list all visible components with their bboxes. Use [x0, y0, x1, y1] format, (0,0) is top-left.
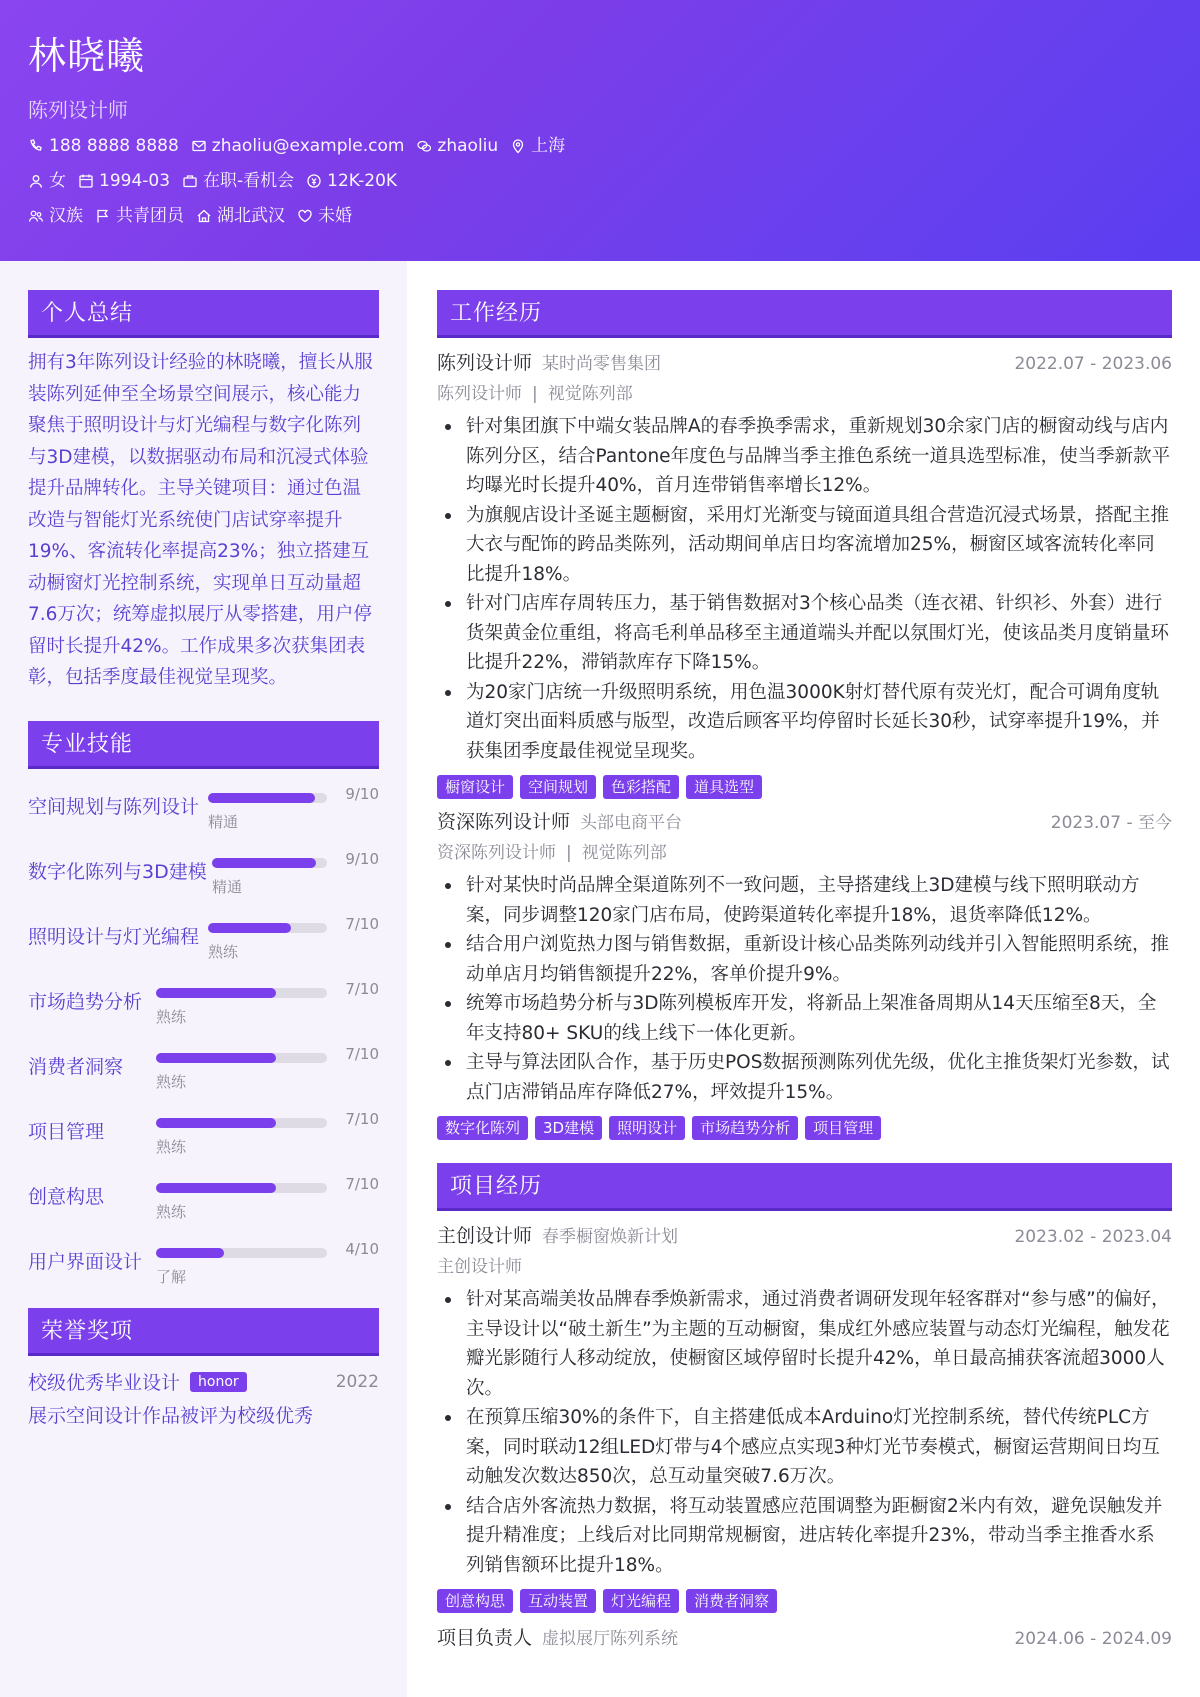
- achievement-item: 统筹市场趋势分析与3D陈列模板库开发，将新品上架准备周期从14天压缩至8天，全年支持80+ SKU的线上线下一体化更新。: [437, 989, 1172, 1048]
- candidate-name: 林晓曦: [28, 34, 146, 78]
- ethnicity-info: 汉族: [28, 203, 83, 229]
- skill-name: 消费者洞察: [28, 1055, 124, 1078]
- achievement-list: [437, 871, 1172, 1107]
- project-entries: [437, 1223, 1172, 1652]
- achievement-item: 针对某高端美妆品牌春季焕新需求，通过消费者调研发现年轻客群对“参与感”的偏好，主导设计以“破土新生”为主题的互动橱窗，集成红外感应装置与动态灯光编程，触发花瓣光影随行人移动绽放，使橱窗区域停留时长提升42%，单日最高捕获客流超3000人次。: [437, 1285, 1172, 1403]
- achievement-item: 为20家门店统一升级照明系统，用色温3000K射灯替代原有荧光灯，配合可调角度轨道灯突出面料质感与版型，改造后顾客平均停留时长延长30秒，试穿率提升19%，并获集团季度最佳视觉呈现奖。: [437, 678, 1172, 767]
- experience-entry: [437, 1625, 1172, 1652]
- skill-tag: 消费者洞察: [686, 1589, 777, 1613]
- honor-description: 展示空间设计作品被评为校级优秀: [28, 1404, 314, 1427]
- achievement-item: 结合用户浏览热力图与销售数据，重新设计核心品类陈列动线并引入智能照明系统，推动单店月均销售额提升22%，客单价提升9%。: [437, 930, 1172, 989]
- skill-level: 熟练: [208, 942, 239, 961]
- resume-header: [0, 0, 1200, 261]
- skill-progress-fill: [156, 1118, 276, 1128]
- entry-role: 主创设计师: [437, 1225, 533, 1247]
- skill-score: 9/10: [345, 849, 379, 868]
- achievement-list: [437, 412, 1172, 766]
- skill-progress-bar: [156, 1118, 327, 1128]
- entry-date: 2023.07 - 至今: [1050, 813, 1172, 833]
- skill-item: [28, 1224, 379, 1289]
- contact-line: [28, 133, 1172, 159]
- skill-name: 创意构思: [28, 1185, 105, 1208]
- entry-position: 主创设计师: [437, 1257, 522, 1277]
- briefcase-icon: [182, 173, 198, 189]
- entry-role: 项目负责人: [437, 1627, 533, 1649]
- experience-entry: [437, 350, 1172, 799]
- achievement-item: 主导与算法团队合作，基于历史POS数据预测陈列优先级，优化主推货架灯光参数，试点门店滞销品库存降低27%，坪效提升15%。: [437, 1048, 1172, 1107]
- phone-icon: [28, 138, 44, 154]
- skill-tag: 创意构思: [437, 1589, 513, 1613]
- skill-progress-fill: [208, 923, 291, 933]
- skill-score: 9/10: [345, 784, 379, 803]
- skill-level: 精通: [212, 877, 243, 896]
- user-icon: [28, 173, 44, 189]
- honor-year: 2022: [335, 1371, 379, 1392]
- skill-level: 熟练: [156, 1202, 187, 1221]
- heart-icon: [297, 208, 313, 224]
- achievement-item: 针对门店库存周转压力，基于销售数据对3个核心品类（连衣裙、针织衫、外套）进行货架黄金位重组，将高毛利单品移至主通道端头并配以氛围灯光，使该品类月度销量环比提升22%，滞销款库存下降15%。: [437, 589, 1172, 678]
- marital-info: 未婚: [297, 203, 352, 229]
- skill-score: 7/10: [345, 979, 379, 998]
- wechat-info: zhaoliu: [416, 133, 498, 159]
- achievement-item: 针对集团旗下中端女装品牌A的春季换季需求，重新规划30余家门店的橱窗动线与店内陈列分区，结合Pantone年度色与品牌当季主推色系统一道具选型标准，使当季新款平均曝光时长提升40%，首月连带销售率增长12%。: [437, 412, 1172, 501]
- entry-department: 视觉陈列部: [581, 843, 667, 863]
- skill-score: 7/10: [345, 1174, 379, 1193]
- entry-header: [437, 1223, 1172, 1250]
- tag-list: [437, 775, 1172, 799]
- birth-info: 1994-03: [78, 168, 170, 194]
- tag-list: [437, 1589, 1172, 1613]
- skill-tag: 照明设计: [609, 1116, 685, 1140]
- experience-entry: [437, 1223, 1172, 1613]
- skill-tag: 橱窗设计: [437, 775, 513, 799]
- skill-name: 市场趋势分析: [28, 990, 143, 1013]
- phone-info: 188 8888 8888: [28, 133, 179, 159]
- skill-item: [28, 834, 379, 899]
- skills-section-title: 专业技能: [28, 721, 379, 769]
- skill-tag: 灯光编程: [603, 1589, 679, 1613]
- achievement-list: [437, 1285, 1172, 1580]
- skill-progress-fill: [156, 1248, 224, 1258]
- skill-tag: 空间规划: [520, 775, 596, 799]
- skill-tag: 色彩搭配: [603, 775, 679, 799]
- skill-tag: 3D建模: [535, 1116, 602, 1140]
- entry-subtitle: [437, 1255, 1172, 1279]
- politics-info: 共青团员: [95, 203, 184, 229]
- skill-item: [28, 769, 379, 834]
- tag-list: [437, 1116, 1172, 1140]
- skill-tag: 数字化陈列: [437, 1116, 528, 1140]
- entry-role: 资深陈列设计师: [437, 811, 571, 833]
- skill-progress-bar: [156, 1183, 327, 1193]
- gender-info: 女: [28, 168, 66, 194]
- flag-icon: [95, 208, 111, 224]
- home-icon: [196, 208, 212, 224]
- background-line: [28, 203, 1172, 229]
- entry-subtitle: [437, 382, 1172, 406]
- skill-progress-bar: [208, 923, 327, 933]
- entry-organization: 虚拟展厅陈列系统: [542, 1629, 679, 1649]
- skill-name: 数字化陈列与3D建模: [28, 860, 207, 883]
- skill-score: 4/10: [345, 1239, 379, 1258]
- entry-header: [437, 1625, 1172, 1652]
- mail-icon: [191, 138, 207, 154]
- skill-score: 7/10: [345, 1044, 379, 1063]
- entry-organization: 头部电商平台: [580, 813, 683, 833]
- status-info: 在职-看机会: [182, 168, 294, 194]
- skill-level: 熟练: [156, 1137, 187, 1156]
- entry-department: 视觉陈列部: [547, 384, 633, 404]
- entry-role: 陈列设计师: [437, 352, 533, 374]
- achievement-item: 结合店外客流热力数据，将互动装置感应范围调整为距橱窗2米内有效，避免误触发并提升精准度；上线后对比同期常规橱窗，进店转化率提升23%，带动当季主推香水系列销售额环比提升18%。: [437, 1492, 1172, 1581]
- email-info[interactable]: zhaoliu@example.com: [191, 133, 405, 159]
- skill-progress-bar: [212, 858, 327, 868]
- entry-organization: 春季橱窗焕新计划: [542, 1227, 679, 1247]
- skill-name: 照明设计与灯光编程: [28, 925, 200, 948]
- entry-position: 资深陈列设计师: [437, 843, 556, 863]
- achievement-item: 针对某快时尚品牌全渠道陈列不一致问题，主导搭建线上3D建模与线下照明联动方案，同步调整120家门店布局，使跨渠道转化率提升18%，退货率降低12%。: [437, 871, 1172, 930]
- entry-header: [437, 350, 1172, 377]
- entry-date: 2023.02 - 2023.04: [1014, 1227, 1172, 1247]
- skill-progress-bar: [156, 988, 327, 998]
- calendar-icon: [78, 173, 94, 189]
- work-entries: [437, 350, 1172, 1140]
- honor-name: 校级优秀毕业设计: [28, 1372, 181, 1394]
- entry-header: [437, 809, 1172, 836]
- skill-item: [28, 899, 379, 964]
- skill-level: 了解: [156, 1267, 187, 1286]
- skill-tag: 道具选型: [686, 775, 762, 799]
- summary-section-title: 个人总结: [28, 290, 379, 338]
- project-section-title: 项目经历: [437, 1163, 1172, 1211]
- wechat-icon: [416, 138, 432, 154]
- coin-icon: [306, 173, 322, 189]
- candidate-title: 陈列设计师: [28, 98, 128, 122]
- location-pin-icon: [510, 138, 526, 154]
- skill-tag: 市场趋势分析: [692, 1116, 798, 1140]
- achievement-item: 为旗舰店设计圣诞主题橱窗，采用灯光渐变与镜面道具组合营造沉浸式场景，搭配主推大衣与配饰的跨品类陈列，活动期间单店日均客流增加25%，橱窗区域客流转化率同比提升18%。: [437, 501, 1172, 590]
- skill-item: [28, 1094, 379, 1159]
- skill-progress-fill: [156, 988, 276, 998]
- skill-item: [28, 1029, 379, 1094]
- skill-level: 精通: [208, 812, 239, 831]
- skill-tag: 互动装置: [520, 1589, 596, 1613]
- salary-info: 12K-20K: [306, 168, 397, 194]
- skill-progress-bar: [156, 1248, 327, 1258]
- group-icon: [28, 208, 44, 224]
- experience-entry: [437, 809, 1172, 1140]
- honor-badge: honor: [190, 1372, 247, 1392]
- skill-score: 7/10: [345, 914, 379, 933]
- honor-item: [28, 1367, 379, 1397]
- skill-progress-bar: [156, 1053, 327, 1063]
- entry-subtitle: [437, 841, 1172, 865]
- work-section-title: 工作经历: [437, 290, 1172, 338]
- separator: |: [566, 843, 572, 863]
- summary-text: 拥有3年陈列设计经验的林晓曦，擅长从服装陈列延伸至全场景空间展示，核心能力聚焦于照明设计与灯光编程与数字化陈列与3D建模，以数据驱动布局和沉浸式体验提升品牌转化。主导关键项目：通过色温改造与智能灯光系统使门店试穿率提升19%、客流转化率提高23%；独立搭建互动橱窗灯光控制系统，实现单日互动量超7.6万次；统筹虚拟展厅从零搭建，用户停留时长提升42%。工作成果多次获集团表彰，包括季度最佳视觉呈现奖。: [28, 352, 373, 688]
- skill-level: 熟练: [156, 1007, 187, 1026]
- skill-score: 7/10: [345, 1109, 379, 1128]
- city-info: 上海: [510, 133, 565, 159]
- skill-name: 用户界面设计: [28, 1250, 143, 1273]
- skill-progress-fill: [156, 1053, 276, 1063]
- skill-tag: 项目管理: [805, 1116, 881, 1140]
- achievement-item: 在预算压缩30%的条件下，自主搭建低成本Arduino灯光控制系统，替代传统PLC方案，同时联动12组LED灯带与4个感应点实现3种灯光节奏模式，橱窗运营期间日均互动触发次数达850次，总互动量突破7.6万次。: [437, 1403, 1172, 1492]
- main-content: [407, 261, 1200, 1697]
- entry-position: 陈列设计师: [437, 384, 522, 404]
- personal-line: [28, 168, 1172, 194]
- skills-list: [28, 769, 379, 1289]
- sidebar: [0, 261, 407, 1697]
- entry-date: 2024.06 - 2024.09: [1014, 1629, 1172, 1649]
- entry-date: 2022.07 - 2023.06: [1014, 354, 1172, 374]
- separator: |: [532, 384, 538, 404]
- skill-progress-fill: [212, 858, 316, 868]
- honors-section-title: 荣誉奖项: [28, 1308, 379, 1356]
- skill-progress-bar: [208, 793, 327, 803]
- skill-item: [28, 964, 379, 1029]
- hometown-info: 湖北武汉: [196, 203, 285, 229]
- skill-progress-fill: [156, 1183, 276, 1193]
- skill-name: 空间规划与陈列设计: [28, 795, 200, 818]
- skill-progress-fill: [208, 793, 315, 803]
- skill-name: 项目管理: [28, 1120, 105, 1143]
- skill-item: [28, 1159, 379, 1224]
- skill-level: 熟练: [156, 1072, 187, 1091]
- entry-organization: 某时尚零售集团: [542, 354, 662, 374]
